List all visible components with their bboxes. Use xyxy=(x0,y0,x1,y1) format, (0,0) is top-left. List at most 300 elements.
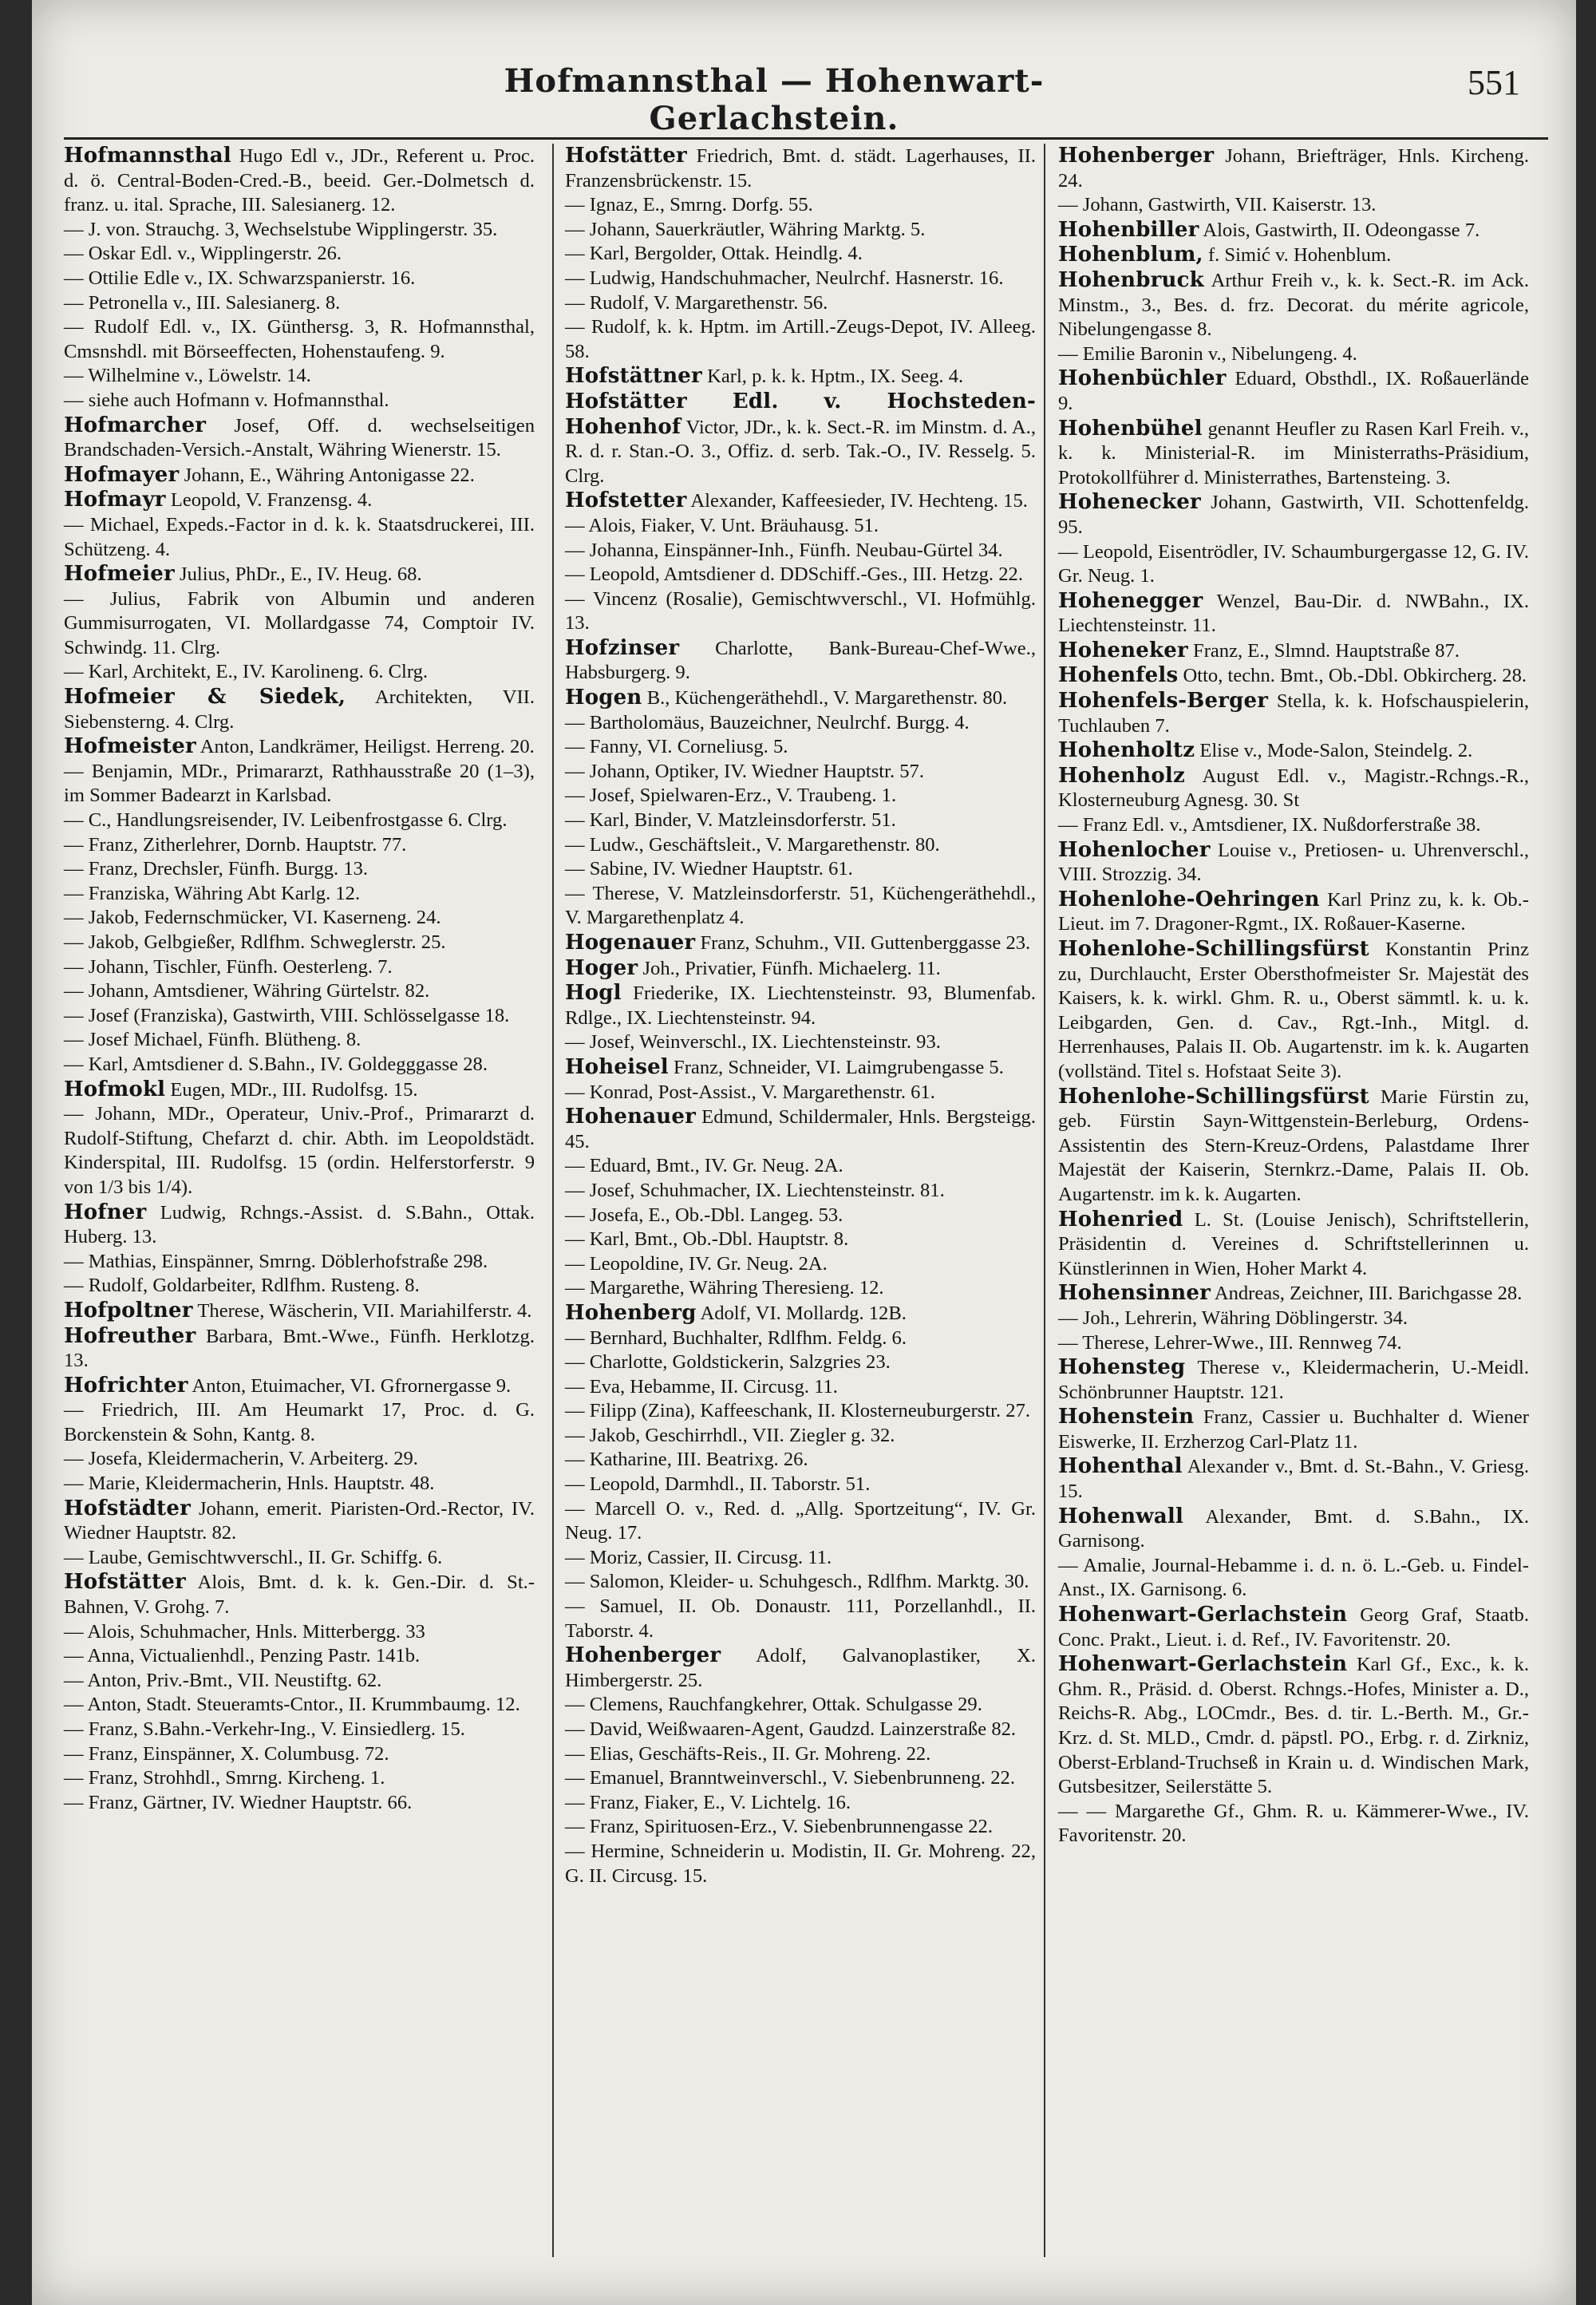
directory-subentry xyxy=(565,882,1036,931)
entry-text: Karl Gf., Exc., k. k. Ghm. R., Präsid. d. Oberst. Rchngs.-Hofes, Minister a. D., Reichs-R. Abg., LOCmdr., Bes. d. tir. L.-Berth. M., Gr.-Krz. d. St. MLD., Cmdr. d. päpstl. PO., Erbg. r. d. Zirkniz, Oberst-Erbland-Truchseß in Krain u. d. Windischen Mark, Gutsbesitzer, Seilerstätte 5. xyxy=(1058,1654,1529,1798)
entry-text: — Franz Edl. v., Amtsdiener, IX. Nußdorferstraße 38. xyxy=(1058,814,1481,836)
entry-text: Barbara, Bmt.-Wwe., Fünfh. Herklotzg. 13. xyxy=(64,1325,535,1372)
entry-text: — Eva, Hebamme, II. Circusg. 11. xyxy=(565,1375,838,1398)
entry-text: B., Küchengeräthehdl., V. Margarethenstr. 80. xyxy=(646,687,1008,710)
entry-text: Johann, Briefträger, Hnls. Kircheng. 24. xyxy=(1058,145,1529,192)
directory-subentry xyxy=(64,906,535,931)
entry-text: — Julius, Fabrik von Albumin und anderen Gummisurrogaten, VI. Mollardgasse 74, Comptoir IV. Schwindg. 11. Clrg. xyxy=(64,587,535,658)
page-number: 551 xyxy=(1468,63,1520,102)
entry-text: — Mathias, Einspänner, Smrng. Döblerhofstraße 298. xyxy=(64,1250,488,1272)
entry-surname: Hoger xyxy=(565,955,638,980)
directory-subentry xyxy=(565,1375,1036,1400)
entry-surname: Hofmeister xyxy=(64,734,196,759)
entry-surname: Hohenegger xyxy=(1058,588,1203,613)
entry-surname: Hofmayr xyxy=(64,488,166,512)
entry-surname: Hohenblum, xyxy=(1058,243,1203,267)
directory-subentry xyxy=(64,1472,535,1496)
directory-subentry xyxy=(565,760,1036,785)
directory-subentry xyxy=(565,1448,1036,1473)
entry-text: — Franz, Gärtner, IV. Wiedner Hauptstr. 66. xyxy=(64,1791,413,1813)
entry-text: genannt Heufler zu Rasen Karl Freih. v., k. k. Ministerial-R. im Ministerraths-Präsidium, Protokollführer d. Ministerrathes, Bartensteing. 3. xyxy=(1058,417,1529,488)
entry-text: — Johann, MDr., Operateur, Univ.-Prof., Primararzt d. Rudolf-Stiftung, Chefarzt d. chir. Abth. im Leopoldstädt. Kinderspital, III. Rudolfsg. 15 (ordin. Helferstorferstr. 9 von 1/3 bis 1/4). xyxy=(64,1103,535,1198)
directory-entry xyxy=(64,734,535,760)
directory-entry xyxy=(64,1077,535,1103)
entry-text: — Oskar Edl. v., Wipplingerstr. 26. xyxy=(64,243,342,265)
entry-text: Elise v., Mode-Salon, Steindelg. 2. xyxy=(1199,740,1473,762)
entry-text: Johann, E., Währing Antonigasse 22. xyxy=(184,464,475,486)
entry-text: — Franz, Spirituosen-Erz., V. Siebenbrunnengasse 22. xyxy=(565,1816,993,1838)
directory-entry xyxy=(1058,490,1529,540)
directory-subentry xyxy=(565,784,1036,809)
entry-text: — Fanny, VI. Corneliusg. 5. xyxy=(565,736,788,758)
entry-surname: Hohensteg xyxy=(1058,1355,1186,1380)
entry-surname: Hohenecker xyxy=(1058,490,1201,515)
entry-text: — Rudolf, k. k. Hptm. im Artill.-Zeugs-Depot, IV. Alleeg. 58. xyxy=(565,316,1036,362)
directory-subentry xyxy=(565,1081,1036,1105)
directory-subentry xyxy=(64,267,535,291)
entry-text: Franz, E., Slmnd. Hauptstraße 87. xyxy=(1193,639,1460,662)
entry-text: — Salomon, Kleider- u. Schuhgesch., Rdlfhm. Marktg. 30. xyxy=(565,1571,1029,1593)
directory-entry xyxy=(565,1105,1036,1154)
entry-surname: Hofstetter xyxy=(565,488,687,513)
directory-subentry xyxy=(565,1546,1036,1571)
directory-entry xyxy=(64,1299,535,1324)
entry-text: — C., Handlungsreisender, IV. Leibenfrostgasse 6. Clrg. xyxy=(64,809,508,832)
entry-surname: Hoheneker xyxy=(1058,638,1188,662)
directory-entry xyxy=(64,1496,535,1546)
entry-surname: Hohenlocher xyxy=(1058,837,1211,862)
entry-text: — Josefa, E., Ob.-Dbl. Langeg. 53. xyxy=(565,1204,843,1226)
entry-text: — Karl, Bergolder, Ottak. Heindlg. 4. xyxy=(565,243,863,265)
entry-text: — Karl, Architekt, E., IV. Karolineng. 6. Clrg. xyxy=(64,661,429,683)
directory-entry xyxy=(1058,1504,1529,1554)
entry-surname: Hofstätter xyxy=(64,1570,186,1595)
entry-text: — siehe auch Hofmann v. Hofmannsthal. xyxy=(64,389,389,411)
entry-text: — Franz, Zitherlehrer, Dornb. Hauptstr. 77. xyxy=(64,833,407,856)
directory-subentry xyxy=(565,1350,1036,1375)
directory-entry xyxy=(1058,738,1529,764)
entry-surname: Hofmeier xyxy=(64,562,175,587)
entry-text: — Anna, Victualienhdl., Penzing Pastr. 141b. xyxy=(64,1645,421,1667)
directory-entry xyxy=(64,413,535,463)
entry-surname: Hofmannsthal xyxy=(64,144,231,168)
directory-entry xyxy=(1058,417,1529,491)
entry-text: Friedrich, Bmt. d. städt. Lagerhauses, II. Franzensbrückenstr. 15. xyxy=(565,145,1036,192)
directory-subentry xyxy=(565,809,1036,833)
entry-text: — Friedrich, III. Am Heumarkt 17, Proc. d. G. Borckenstein & Sohn, Kantg. 8. xyxy=(64,1399,535,1445)
directory-subentry xyxy=(64,931,535,955)
entry-text: Stella, k. k. Hofschauspielerin, Tuchlauben 7. xyxy=(1058,690,1529,737)
entry-text: Johann, emerit. Piaristen-Ord.-Rector, IV. Wiedner Hauptstr. 82. xyxy=(64,1497,535,1544)
entry-text: — Johann, Amtsdiener, Währing Gürtelstr. 82. xyxy=(64,980,430,1002)
entry-text: — Johann, Sauerkräutler, Währing Marktg. 5. xyxy=(565,218,926,240)
directory-subentry xyxy=(64,315,535,364)
entry-text: — Elias, Geschäfts-Reis., II. Gr. Mohreng. 22. xyxy=(565,1742,931,1765)
entry-text: Arthur Freih v., k. k. Sect.-R. im Ack. Minstm., 3., Bes. d. frz. Decorat. du mérite agricole, Nibelungengasse 8. xyxy=(1058,269,1530,341)
entry-text: — Jakob, Geschirrhdl., VII. Ziegler g. 32. xyxy=(565,1424,895,1446)
entry-text: Louise v., Pretiosen- u. Uhrenverschl., VIII. Strozzig. 34. xyxy=(1058,839,1529,886)
directory-subentry xyxy=(64,979,535,1004)
entry-text: Victor, JDr., k. k. Sect.-R. im Minstm. d. A., R. d. r. Stan.-O. 3., Offiz. d. serb. Tak.-O., IV. Resselg. 5. Clrg. xyxy=(565,416,1036,487)
directory-subentry xyxy=(64,1766,535,1791)
entry-text: — Karl, Amtsdiener d. S.Bahn., IV. Goldegggasse 28. xyxy=(64,1053,488,1075)
directory-subentry xyxy=(1058,342,1529,367)
column-middle xyxy=(565,144,1036,1888)
directory-subentry xyxy=(565,1424,1036,1449)
entry-surname: Hofmarcher xyxy=(64,413,207,437)
entry-text: — Franz, Strohhdl., Smrng. Kircheng. 1. xyxy=(64,1767,385,1789)
directory-subentry xyxy=(1058,1331,1529,1356)
entry-surname: Hofzinser xyxy=(565,635,680,660)
entry-text: — Michael, Expeds.-Factor in d. k. k. Staatsdruckerei, III. Schützeng. 4. xyxy=(64,513,535,560)
directory-subentry xyxy=(565,315,1036,364)
directory-subentry xyxy=(64,364,535,389)
directory-entry xyxy=(64,488,535,513)
entry-text: — Therese, V. Matzleinsdorferstr. 51, Küchengeräthehdl., V. Margarethenplatz 4. xyxy=(565,882,1036,929)
directory-page xyxy=(32,0,1576,2305)
entry-text: — Emilie Baronin v., Nibelungeng. 4. xyxy=(1058,342,1357,365)
directory-subentry xyxy=(64,291,535,316)
entry-text: Josef, Off. d. wechselseitigen Brandschaden-Versich.-Anstalt, Währing Wienerstr. 15. xyxy=(64,414,535,461)
directory-subentry xyxy=(565,1326,1036,1351)
directory-subentry xyxy=(565,242,1036,267)
directory-entry xyxy=(565,981,1036,1030)
entry-text: Franz, Schneider, VI. Laimgrubengasse 5. xyxy=(674,1056,1004,1078)
directory-entry xyxy=(1058,144,1529,193)
entry-surname: Hofner xyxy=(64,1200,147,1224)
entry-text: — Alois, Fiaker, V. Unt. Bräuhausg. 51. xyxy=(565,514,879,536)
directory-entry xyxy=(565,389,1036,488)
entry-text: — Johann, Tischler, Fünfh. Oesterleng. 7. xyxy=(64,955,393,978)
directory-entry xyxy=(1058,1603,1529,1652)
entry-text: Adolf, Galvanoplastiker, X. Himbergerstr. 25. xyxy=(565,1645,1036,1691)
entry-surname: Hofmayer xyxy=(64,462,180,487)
entry-text: Architekten, VII. Siebensterng. 4. Clrg. xyxy=(64,686,535,733)
directory-subentry xyxy=(565,857,1036,882)
entry-text: Wenzel, Bau-Dir. d. NWBahn., IX. Liechtensteinstr. 11. xyxy=(1058,590,1529,637)
directory-subentry xyxy=(565,1276,1036,1301)
entry-text: — Marcell O. v., Red. d. „Allg. Sportzeitung“, IV. Gr. Neug. 17. xyxy=(565,1497,1036,1544)
header-rule xyxy=(64,137,1548,140)
directory-subentry xyxy=(565,1030,1036,1055)
entry-text: — Johann, Gastwirth, VII. Kaiserstr. 13. xyxy=(1058,194,1377,216)
entry-text: — Josef (Franziska), Gastwirth, VIII. Schlösselgasse 18. xyxy=(64,1004,510,1026)
directory-entry xyxy=(565,1301,1036,1326)
entry-text: — Franz, Einspänner, X. Columbusg. 72. xyxy=(64,1742,389,1765)
entry-text: — Jakob, Gelbgießer, Rdlfhm. Schweglerstr. 25. xyxy=(64,931,446,953)
entry-text: Karl, p. k. k. Hptm., IX. Seeg. 4. xyxy=(707,366,964,388)
entry-surname: Hohenstein xyxy=(1058,1405,1195,1429)
running-head: Hofmannsthal — Hohenwart-Gerlachstein. xyxy=(504,62,1045,137)
entry-text: Charlotte, Bank-Bureau-Chef-Wwe., Habsburgerg. 9. xyxy=(565,637,1036,684)
directory-subentry xyxy=(64,1447,535,1472)
entry-text: — Ludw., Geschäftsleit., V. Margarethenstr. 80. xyxy=(565,833,940,856)
directory-subentry xyxy=(64,760,535,809)
entry-text: — Wilhelmine v., Löwelstr. 14. xyxy=(64,365,311,387)
entry-text: — Leopoldine, IV. Gr. Neug. 2A. xyxy=(565,1252,828,1275)
entry-text: — Bartholomäus, Bauzeichner, Neulrchf. Burgg. 4. xyxy=(565,711,970,733)
entry-surname: Hohenauer xyxy=(565,1105,697,1129)
entry-text: — — Margarethe Gf., Ghm. R. u. Kämmerer-Wwe., IV. Favoritenstr. 20. xyxy=(1058,1800,1529,1847)
entry-text: — Josefa, Kleidermacherin, V. Arbeiterg. 29. xyxy=(64,1448,418,1470)
entry-surname: Hofrichter xyxy=(64,1373,188,1398)
entry-text: Anton, Landkrämer, Heiligst. Herreng. 20. xyxy=(200,736,535,758)
entry-text: L. St. (Louise Jenisch), Schriftstellerin, Präsidentin d. Vereines d. Schriftstellerinnen u. Künstlerinnen in Wien, Hoher Markt 4. xyxy=(1058,1208,1529,1279)
entry-text: — Eduard, Bmt., IV. Gr. Neug. 2A. xyxy=(565,1155,843,1177)
directory-entry xyxy=(1058,888,1529,937)
directory-subentry xyxy=(64,809,535,833)
entry-text: — Katharine, III. Beatrixg. 26. xyxy=(565,1449,808,1471)
directory-entry xyxy=(565,488,1036,514)
entry-text: Leopold, V. Franzensg. 4. xyxy=(170,489,373,512)
directory-subentry xyxy=(565,514,1036,539)
entry-surname: Hogenauer xyxy=(565,931,696,955)
directory-entry xyxy=(64,463,535,488)
entry-text: — Konrad, Post-Assist., V. Margarethenstr. 61. xyxy=(565,1081,935,1103)
entry-text: — Marie, Kleidermacherin, Hnls. Hauptstr. 48. xyxy=(64,1473,435,1495)
entry-text: Adolf, VI. Mollardg. 12B. xyxy=(700,1302,907,1324)
entry-text: Therese, Wäscherin, VII. Mariahilferstr. 4. xyxy=(197,1299,532,1322)
directory-subentry xyxy=(64,1546,535,1571)
entry-surname: Hofstätter Edl. v. Hochsteden-Hohenhof xyxy=(565,389,1036,439)
entry-text: Johann, Gastwirth, VII. Schottenfeldg. 95. xyxy=(1058,492,1529,538)
entry-text: — Rudolf, V. Margarethenstr. 56. xyxy=(565,291,828,314)
directory-entry xyxy=(565,1643,1036,1693)
directory-subentry xyxy=(565,1570,1036,1595)
directory-subentry xyxy=(565,1473,1036,1497)
directory-entry xyxy=(64,1200,535,1250)
entry-text: Edmund, Schildermaler, Hnls. Bergsteigg. 45. xyxy=(565,1106,1036,1152)
entry-surname: Hofstättner xyxy=(565,364,702,389)
entry-text: — Anton, Stadt. Steueramts-Cntor., II. Krummbaumg. 12. xyxy=(64,1694,520,1716)
entry-surname: Hohensinner xyxy=(1058,1281,1211,1306)
entry-surname: Hogl xyxy=(565,981,622,1006)
directory-subentry xyxy=(565,711,1036,736)
directory-subentry xyxy=(1058,193,1529,218)
entry-text: — Alois, Schuhmacher, Hnls. Mitterbergg. 33 xyxy=(64,1620,425,1643)
entry-surname: Hohenberger xyxy=(1058,144,1215,168)
entry-surname: Hofstätter xyxy=(565,144,687,168)
column-right xyxy=(1058,144,1529,1848)
entry-text: — Leopold, Darmhdl., II. Taborstr. 51. xyxy=(565,1473,871,1496)
directory-subentry xyxy=(565,563,1036,587)
directory-entry xyxy=(64,1570,535,1619)
directory-subentry xyxy=(64,660,535,685)
entry-text: Georg Graf, Staatb. Conc. Prakt., Lieut. i. d. Ref., IV. Favoritenstr. 20. xyxy=(1058,1604,1529,1651)
entry-text: — Anton, Priv.-Bmt., VII. Neustiftg. 62. xyxy=(64,1669,382,1691)
directory-entry xyxy=(565,1055,1036,1081)
directory-subentry xyxy=(565,539,1036,563)
column-divider xyxy=(1044,144,1045,2257)
directory-entry xyxy=(1058,639,1529,664)
entry-surname: Hohenholz xyxy=(1058,763,1185,788)
entry-text: — Moriz, Cassier, II. Circusg. 11. xyxy=(565,1546,832,1568)
entry-text: — Emanuel, Branntweinverschl., V. Siebenbrunneng. 22. xyxy=(565,1767,1015,1789)
entry-text: — Franz, Fiaker, E., V. Lichtelg. 16. xyxy=(565,1791,851,1813)
directory-subentry xyxy=(565,267,1036,291)
entry-text: — J. von. Strauchg. 3, Wechselstube Wipplingerstr. 35. xyxy=(64,218,498,240)
directory-subentry xyxy=(565,735,1036,760)
directory-subentry xyxy=(64,513,535,562)
directory-subentry xyxy=(64,1742,535,1767)
entry-surname: Hohenried xyxy=(1058,1207,1183,1232)
entry-surname: Hohenwart-Gerlachstein xyxy=(1058,1652,1348,1677)
entry-text: — Benjamin, MDr., Primararzt, Rathhausstraße 20 (1–3), im Sommer Badearzt in Karlsbad. xyxy=(64,760,535,807)
directory-entry xyxy=(64,144,535,218)
directory-subentry xyxy=(565,1791,1036,1816)
entry-text: Julius, PhDr., E., IV. Heug. 68. xyxy=(180,563,422,586)
entry-surname: Hohenbruck xyxy=(1058,267,1204,292)
entry-text: — Johann, Optiker, IV. Wiedner Hauptstr. 57. xyxy=(565,760,924,782)
entry-surname: Hohenwall xyxy=(1058,1504,1184,1528)
directory-entry xyxy=(1058,1405,1529,1454)
entry-surname: Hohenberger xyxy=(565,1643,721,1668)
directory-subentry xyxy=(565,1766,1036,1791)
directory-subentry xyxy=(565,1252,1036,1277)
directory-entry xyxy=(64,685,535,734)
entry-text: — Josef, Spielwaren-Erz., V. Traubeng. 1. xyxy=(565,785,897,807)
column-left xyxy=(64,144,535,1815)
entry-text: — Laube, Gemischtwverschl., II. Gr. Schiffg. 6. xyxy=(64,1546,443,1568)
directory-subentry xyxy=(64,1620,535,1645)
directory-entry xyxy=(565,364,1036,389)
directory-entry xyxy=(1058,1085,1529,1208)
directory-entry xyxy=(64,1324,535,1374)
entry-text: Alexander, Kaffeesieder, IV. Hechteng. 15. xyxy=(690,490,1028,512)
directory-subentry xyxy=(1058,1307,1529,1331)
entry-text: — Leopold, Eisentrödler, IV. Schaumburgergasse 12, G. IV. Gr. Neug. 1. xyxy=(1058,540,1529,587)
entry-surname: Hofstädter xyxy=(64,1496,192,1520)
directory-subentry xyxy=(565,1154,1036,1179)
directory-subentry xyxy=(64,1102,535,1200)
entry-text: — Franziska, Währing Abt Karlg. 12. xyxy=(64,882,361,904)
directory-entry xyxy=(1058,589,1529,639)
entry-text: — Samuel, II. Ob. Donaustr. 111, Porzellanhdl., II. Taborstr. 4. xyxy=(565,1595,1036,1642)
directory-entry xyxy=(565,956,1036,982)
entry-text: — Therese, Lehrer-Wwe., III. Rennweg 74. xyxy=(1058,1331,1402,1354)
entry-surname: Hohenberg xyxy=(565,1300,697,1325)
directory-subentry xyxy=(1058,1554,1529,1603)
entry-text: — Clemens, Rauchfangkehrer, Ottak. Schulgasse 29. xyxy=(565,1694,982,1716)
entry-surname: Hohenfels-Berger xyxy=(1058,689,1269,714)
entry-text: Andreas, Zeichner, III. Barichgasse 28. xyxy=(1214,1283,1523,1305)
directory-entry xyxy=(565,144,1036,193)
entry-surname: Hohenholtz xyxy=(1058,738,1195,763)
entry-text: Marie Fürstin zu, geb. Fürstin Sayn-Wittgenstein-Berleburg, Ordens-Assistentin des Stern-Kreuz-Ordens, Palastdame Ihrer Majestät der Kaiserin, Sternkrz.-Dame, Palais II. Ob. Augartenstr. im k. k. Augarten. xyxy=(1058,1085,1529,1205)
directory-subentry xyxy=(565,218,1036,243)
directory-entry xyxy=(1058,268,1529,342)
entry-surname: Hofpoltner xyxy=(64,1298,193,1323)
entry-text: — Karl, Bmt., Ob.-Dbl. Hauptstr. 8. xyxy=(565,1228,849,1251)
directory-subentry xyxy=(565,1179,1036,1204)
entry-text: — David, Weißwaaren-Agent, Gaudzd. Lainzerstraße 82. xyxy=(565,1718,1017,1740)
entry-surname: Hohenlohe-Schillingsfürst xyxy=(1058,937,1369,961)
directory-subentry xyxy=(64,1398,535,1447)
directory-subentry xyxy=(565,291,1036,316)
page-header xyxy=(32,62,1576,137)
entry-surname: Hohenwart-Gerlachstein xyxy=(1058,1603,1348,1627)
directory-subentry xyxy=(64,389,535,413)
entry-text: Alexander, Bmt. d. S.Bahn., IX. Garnisong. xyxy=(1058,1505,1529,1552)
directory-subentry xyxy=(565,1497,1036,1546)
directory-entry xyxy=(1058,218,1529,243)
entry-text: — Josef, Schuhmacher, IX. Liechtensteinstr. 81. xyxy=(565,1179,945,1201)
directory-subentry xyxy=(1058,813,1529,838)
directory-subentry xyxy=(64,242,535,267)
directory-entry xyxy=(1058,366,1529,416)
entry-surname: Hohenbüchler xyxy=(1058,366,1227,391)
entry-text: — Rudolf Edl. v., IX. Günthersg. 3, R. Hofmannsthal, Cmsnshdl. mit Börseeffecten, Hohenstaufeng. 9. xyxy=(64,316,535,362)
directory-subentry xyxy=(64,1250,535,1275)
directory-subentry xyxy=(565,1693,1036,1718)
entry-text: Alexander v., Bmt. d. St.-Bahn., V. Griesg. 15. xyxy=(1058,1456,1529,1503)
entry-text: Therese v., Kleidermacherin, U.-Meidl. Schönbrunner Hauptstr. 121. xyxy=(1058,1357,1529,1403)
entry-text: Otto, techn. Bmt., Ob.-Dbl. Obkircherg. 28. xyxy=(1183,665,1527,687)
directory-entry xyxy=(565,931,1036,956)
directory-subentry xyxy=(64,218,535,243)
entry-text: — Rudolf, Goldarbeiter, Rdlfhm. Rusteng. 8. xyxy=(64,1275,420,1297)
entry-text: Eduard, Obsthdl., IX. Roßauerlände 9. xyxy=(1058,368,1529,414)
entry-surname: Hofmokl xyxy=(64,1077,166,1101)
directory-entry xyxy=(1058,243,1529,268)
entry-text: — Leopold, Amtsdiener d. DDSchiff.-Ges., III. Hetzg. 22. xyxy=(565,563,1023,586)
directory-entry xyxy=(64,562,535,587)
entry-surname: Hohenfels xyxy=(1058,663,1179,688)
entry-text: — Karl, Binder, V. Matzleinsdorferstr. 51. xyxy=(565,809,896,832)
directory-subentry xyxy=(64,1274,535,1299)
directory-entry xyxy=(1058,937,1529,1085)
entry-text: — Franz, S.Bahn.-Verkehr-Ing., V. Einsiedlerg. 15. xyxy=(64,1718,465,1740)
entry-surname: Hohenlohe-Oehringen xyxy=(1058,887,1320,911)
entry-text: — Ottilie Edle v., IX. Schwarzspanierstr. 16. xyxy=(64,267,416,289)
entry-text: — Ludwig, Handschuhmacher, Neulrchf. Hasnerstr. 16. xyxy=(565,267,1004,289)
directory-subentry xyxy=(565,193,1036,218)
entry-text: — Vincenz (Rosalie), Gemischtwverschl., VI. Hofmühlg. 13. xyxy=(565,587,1036,635)
directory-subentry xyxy=(565,1742,1036,1767)
directory-subentry xyxy=(565,1815,1036,1840)
entry-text: — Hermine, Schneiderin u. Modistin, II. Gr. Mohreng. 22, G. II. Circusg. 15. xyxy=(565,1840,1036,1887)
entry-text: August Edl. v., Magistr.-Rchngs.-R., Klosterneuburg Agnesg. 30. St xyxy=(1058,765,1529,812)
directory-subentry xyxy=(565,1204,1036,1228)
entry-surname: Hohenthal xyxy=(1058,1454,1183,1479)
directory-subentry xyxy=(565,1718,1036,1742)
directory-entry xyxy=(1058,838,1529,888)
directory-subentry xyxy=(565,833,1036,858)
directory-entry xyxy=(1058,764,1529,813)
directory-entry xyxy=(1058,663,1529,689)
entry-text: Joh., Privatier, Fünfh. Michaelerg. 11. xyxy=(642,957,941,979)
entry-text: — Ignaz, E., Smrng. Dorfg. 55. xyxy=(565,194,813,216)
directory-subentry xyxy=(64,955,535,980)
entry-text: — Sabine, IV. Wiedner Hauptstr. 61. xyxy=(565,858,853,880)
directory-entry xyxy=(1058,1208,1529,1282)
entry-text: — Joh., Lehrerin, Währing Döblingerstr. 34. xyxy=(1058,1307,1408,1329)
entry-surname: Hoheisel xyxy=(565,1054,669,1079)
directory-entry xyxy=(1058,1652,1529,1800)
directory-entry xyxy=(1058,1281,1529,1307)
entry-text: Alois, Gastwirth, II. Odeongasse 7. xyxy=(1203,219,1480,241)
directory-subentry xyxy=(64,1028,535,1053)
entry-text: Anton, Etuimacher, VI. Gfrornergasse 9. xyxy=(192,1374,512,1397)
entry-surname: Hohenbühel xyxy=(1058,416,1203,441)
entry-text: — Franz, Drechsler, Fünfh. Burgg. 13. xyxy=(64,858,369,880)
entry-text: — Petronella v., III. Salesianerg. 8. xyxy=(64,291,341,314)
directory-entry xyxy=(565,686,1036,711)
entry-text: Franz, Cassier u. Buchhalter d. Wiener Eiswerke, II. Erzherzog Carl-Platz 11. xyxy=(1058,1406,1530,1453)
directory-entry xyxy=(64,1374,535,1399)
directory-subentry xyxy=(64,1644,535,1669)
entry-text: — Josef, Weinverschl., IX. Liechtensteinstr. 93. xyxy=(565,1031,941,1054)
